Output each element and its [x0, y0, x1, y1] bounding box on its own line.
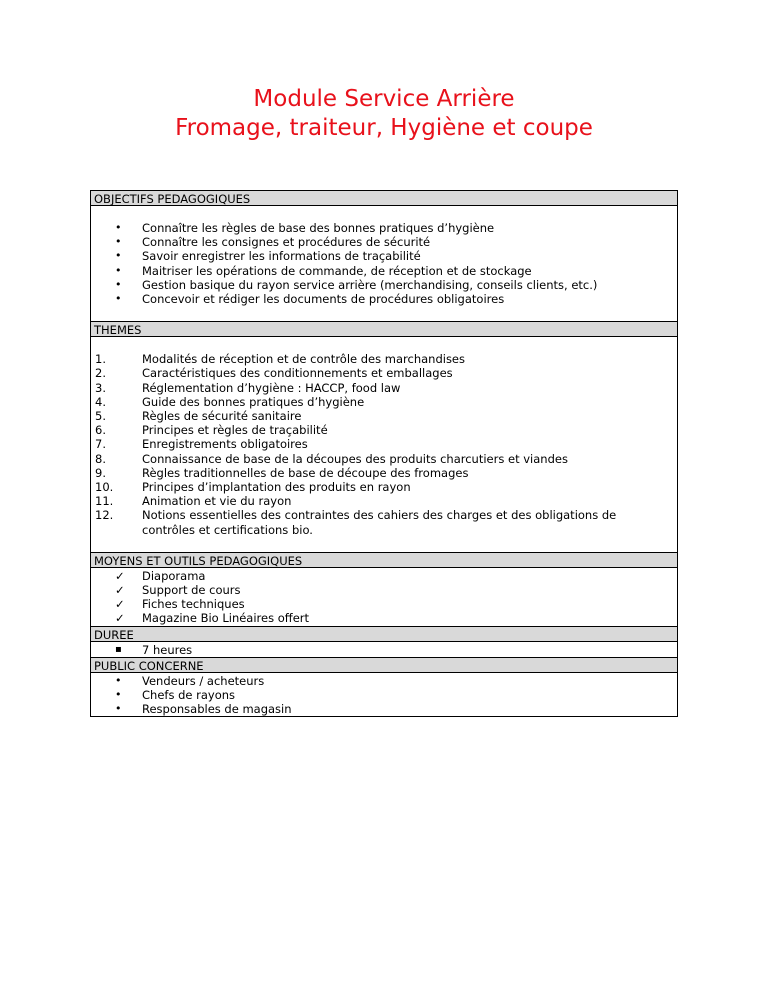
theme-text: Principes d’implantation des produits en rayon: [142, 480, 411, 495]
bullet-dot-icon: •: [115, 277, 122, 291]
objectif-text: Maitriser les opérations de commande, de réception et de stockage: [142, 263, 532, 278]
moyens-header: MOYENS ET OUTILS PEDAGOGIQUES: [91, 553, 677, 568]
list-item: [91, 292, 677, 306]
list-item: [91, 466, 677, 480]
list-item: [91, 395, 677, 409]
themes-section: [91, 337, 677, 553]
item-number: 7.: [95, 437, 106, 452]
public-header: PUBLIC CONCERNE: [91, 658, 677, 673]
list-item: [91, 674, 677, 688]
duree-header: DUREE: [91, 627, 677, 642]
checkmark-icon: ✓: [115, 597, 125, 612]
list-item: [91, 249, 677, 263]
bullet-dot-icon: •: [115, 221, 122, 234]
objectif-text: Gestion basique du rayon service arrière (merchandising, conseils clients, etc.): [142, 277, 598, 292]
item-number: 6.: [95, 423, 106, 438]
document-title-line-2: Fromage, traiteur, Hygiène et coupe: [175, 115, 593, 141]
list-item: [91, 381, 677, 395]
objectifs-list: [91, 221, 677, 306]
checkmark-icon: ✓: [115, 568, 125, 583]
themes-header: THEMES: [91, 322, 677, 337]
theme-text: Notions essentielles des contraintes des cahiers des charges et des obligations de contrôles et certifications bio.: [142, 508, 617, 537]
moyens-section: [91, 568, 677, 627]
theme-text: Connaissance de base de la découpes des produits charcutiers et viandes: [142, 451, 568, 466]
item-number: 1.: [95, 352, 106, 367]
theme-text: Enregistrements obligatoires: [142, 437, 308, 452]
bullet-dot-icon: •: [115, 688, 122, 702]
bullet-dot-icon: •: [115, 673, 122, 687]
checkmark-icon: ✓: [115, 583, 125, 598]
list-item: [91, 611, 677, 625]
public-text: Responsables de magasin: [142, 702, 292, 717]
item-number: 11.: [95, 494, 114, 509]
moyen-text: Fiches techniques: [142, 597, 245, 612]
list-item: [91, 409, 677, 423]
theme-text: Guide des bonnes pratiques d’hygiène: [142, 394, 365, 409]
item-number: 8.: [95, 451, 106, 466]
list-item: [91, 437, 677, 451]
checkmark-icon: ✓: [115, 611, 125, 626]
public-text: Chefs de rayons: [142, 688, 236, 703]
objectif-text: Savoir enregistrer les informations de traçabilité: [142, 249, 421, 264]
item-number: 4.: [95, 394, 106, 409]
list-item: [91, 569, 677, 583]
list-item: [91, 366, 677, 380]
theme-text: Principes et règles de traçabilité: [142, 423, 328, 438]
list-item: [91, 264, 677, 278]
duree-section: [91, 642, 677, 658]
bullet-dot-icon: •: [115, 702, 122, 716]
public-section: [91, 673, 677, 717]
list-item: [91, 494, 677, 508]
themes-list: [91, 352, 677, 537]
theme-text: Règles traditionnelles de base de découpe des fromages: [142, 465, 469, 480]
item-number: 12.: [95, 508, 114, 523]
bullet-dot-icon: •: [115, 235, 122, 249]
public-text: Vendeurs / acheteurs: [142, 673, 265, 688]
list-item: [91, 452, 677, 466]
list-item: [91, 221, 677, 235]
item-number: 2.: [95, 366, 106, 381]
document-title-line-1: Module Service Arrière: [253, 86, 515, 112]
duree-text: 7 heures: [142, 642, 193, 657]
theme-text: Animation et vie du rayon: [142, 494, 292, 509]
item-number: 10.: [95, 480, 114, 495]
public-list: [91, 674, 677, 717]
theme-text: Modalités de réception et de contrôle des marchandises: [142, 352, 465, 367]
list-item: [91, 583, 677, 597]
objectifs-header: OBJECTIFS PEDAGOGIQUES: [91, 191, 677, 206]
moyens-list: [91, 569, 677, 626]
list-item: [91, 688, 677, 702]
bullet-dot-icon: •: [115, 249, 122, 263]
list-item: [91, 643, 677, 657]
list-item: [91, 235, 677, 249]
list-item: [91, 480, 677, 494]
objectif-text: Connaître les consignes et procédures de sécurité: [142, 235, 431, 250]
objectif-text: Concevoir et rédiger les documents de procédures obligatoires: [142, 292, 505, 307]
bullet-dot-icon: •: [115, 263, 122, 277]
list-item: [91, 597, 677, 611]
square-bullet-icon: ▪: [115, 643, 122, 655]
item-number: 9.: [95, 465, 106, 480]
moyen-text: Magazine Bio Linéaires offert: [142, 611, 310, 626]
module-table: [90, 190, 678, 717]
theme-text: Caractéristiques des conditionnements et emballages: [142, 366, 453, 381]
moyen-text: Diaporama: [142, 568, 206, 583]
moyen-text: Support de cours: [142, 583, 241, 598]
list-item: [91, 352, 677, 366]
list-item: [91, 702, 677, 716]
item-number: 5.: [95, 409, 106, 424]
theme-text: Réglementation d’hygiène : HACCP, food law: [142, 380, 401, 395]
list-item: [91, 278, 677, 292]
item-number: 3.: [95, 380, 106, 395]
list-item: [91, 508, 677, 536]
bullet-dot-icon: •: [115, 292, 122, 306]
objectif-text: Connaître les règles de base des bonnes pratiques d’hygiène: [142, 221, 495, 235]
duree-list: [91, 643, 677, 657]
theme-text: Règles de sécurité sanitaire: [142, 409, 302, 424]
objectifs-section: [91, 206, 677, 322]
list-item: [91, 423, 677, 437]
